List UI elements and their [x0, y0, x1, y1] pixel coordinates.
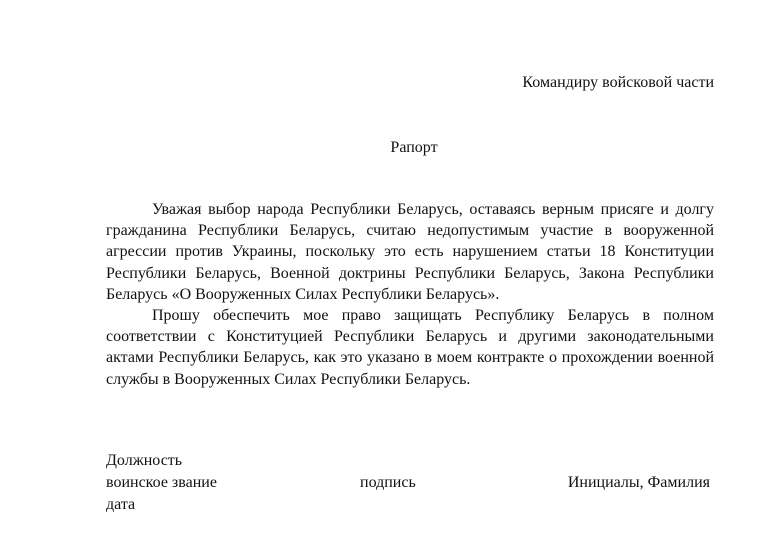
- signature-sign: подпись: [360, 474, 416, 491]
- document-body: [106, 199, 714, 390]
- signature-position: Должность: [106, 452, 183, 469]
- document-title: [0, 137, 768, 159]
- paragraph-2: Прошу обеспечить мое право защищать Республику Беларусь в полном соответствии с Конституцией Республики Беларусь и другими законодательными актами Республики Беларусь, как это указано в моем контракте о прохождении военной службы в Вооруженных Силах Республики Беларусь.: [106, 307, 714, 388]
- paragraph-1: Уважая выбор народа Республики Беларусь, оставаясь верным присяге и долгу гражданина Республики Беларусь, считаю недопустимым участие в вооруженной агрессии против Украины, поскольку это есть нарушением статьи 18 Конституции Республики Беларусь, Военной доктрины Республики Беларусь, Закона Республики Беларусь «О Вооруженных Силах Республики Беларусь».: [106, 201, 714, 303]
- addressee: Командиру войсковой части: [522, 74, 714, 91]
- document-title-text: Рапорт: [390, 139, 438, 156]
- signature-date: дата: [106, 496, 136, 513]
- signature-rank: воинское звание: [106, 474, 217, 491]
- signature-name: Инициалы, Фамилия: [567, 474, 710, 491]
